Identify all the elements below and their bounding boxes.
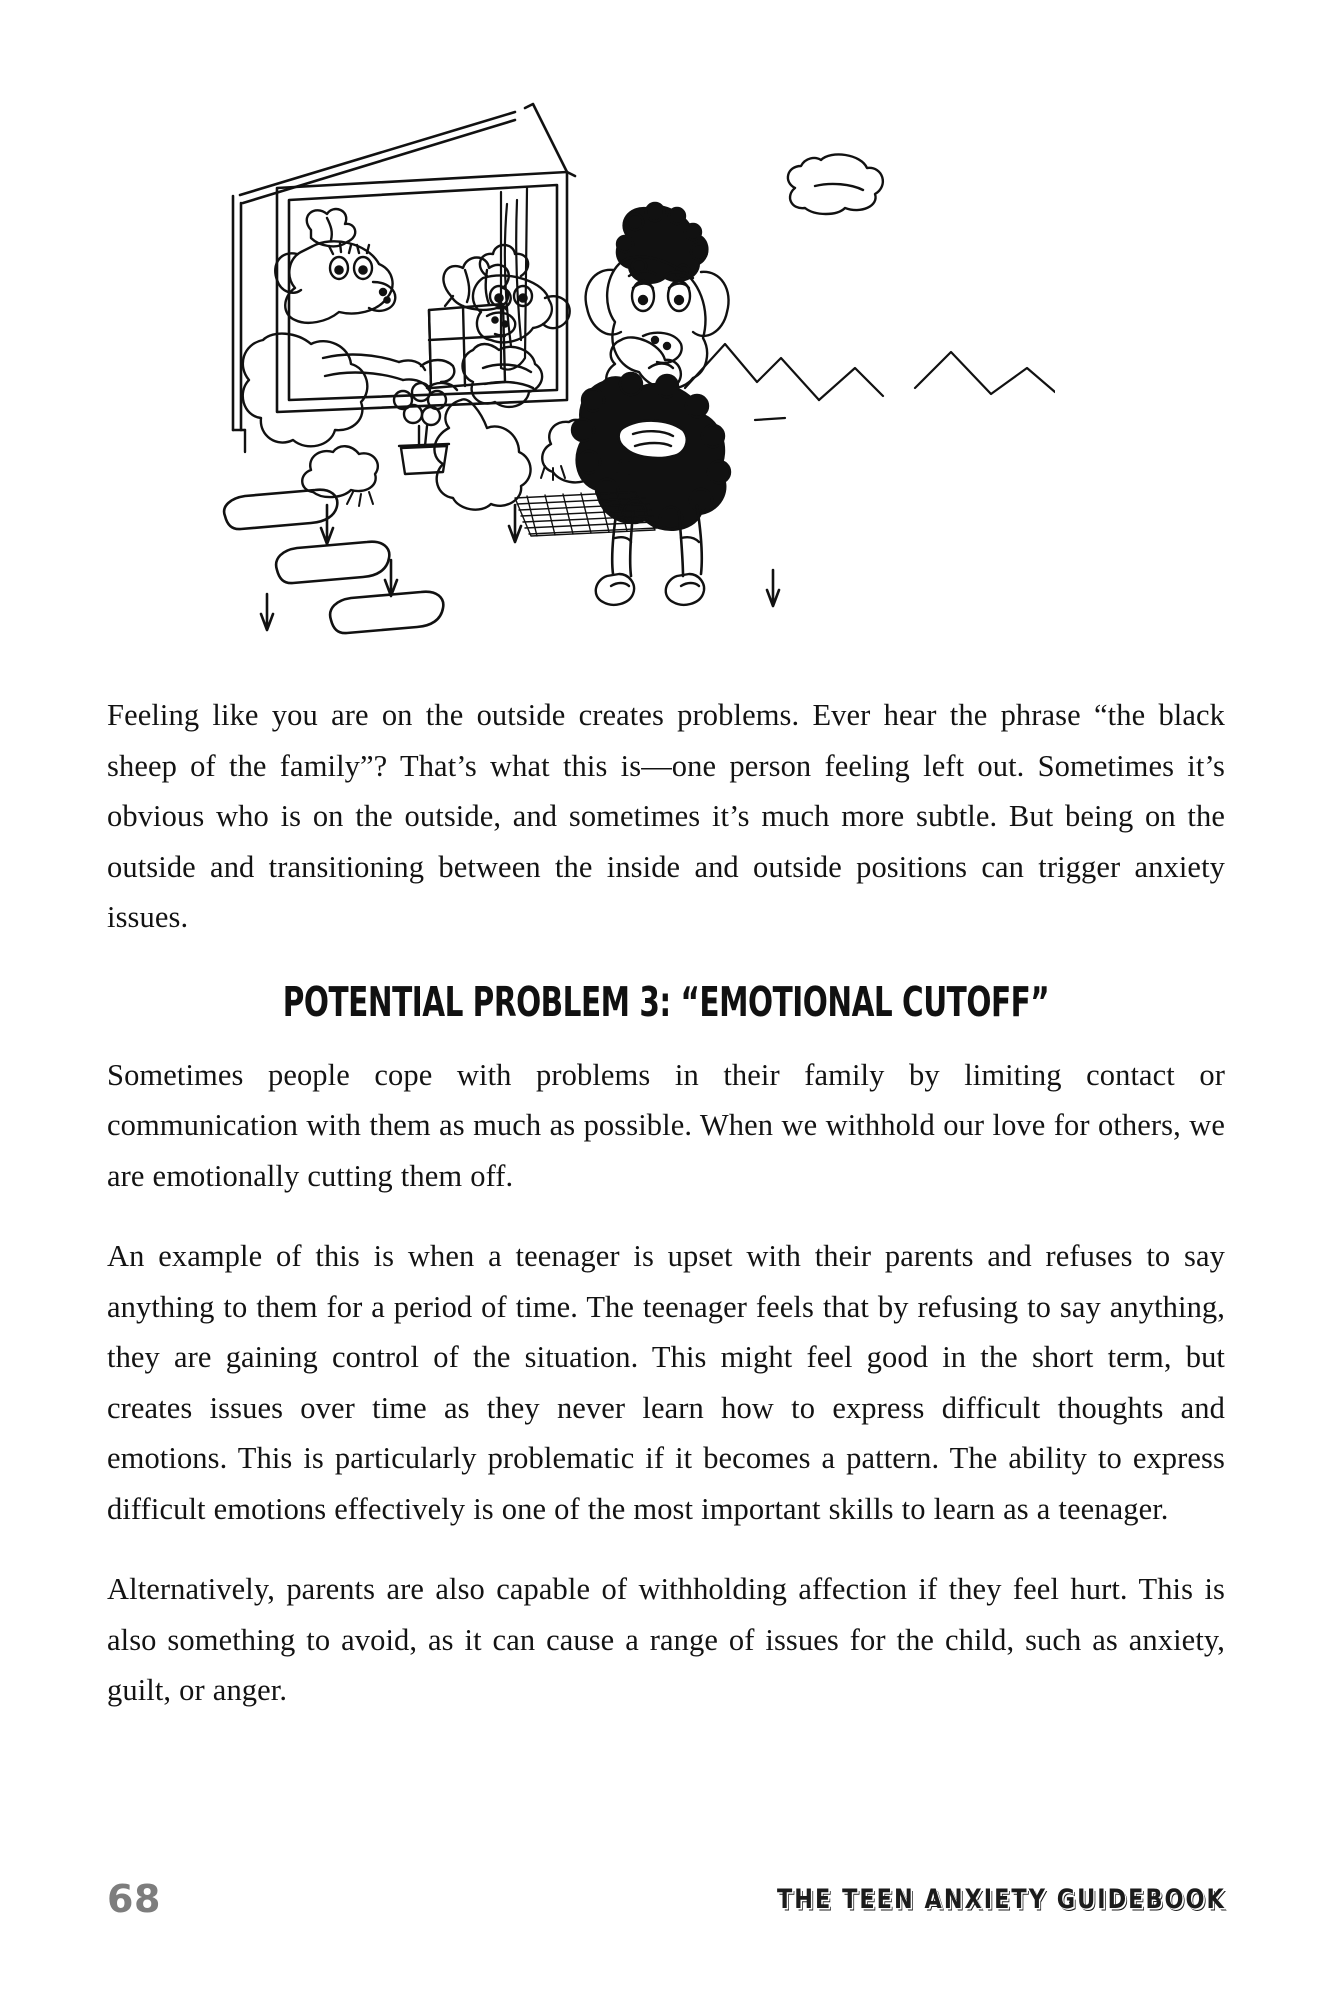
mountains (685, 344, 1055, 420)
paragraph-parents-withholding: Alternatively, parents are also capable of withholding affection if they feel hurt. This is also something to avoid, as it can cause a range of issues for the child, such as anxiety, guilt, or anger. (107, 1572, 1225, 1708)
cloud (788, 154, 883, 214)
page-content (107, 690, 1225, 1716)
paragraph-teenager-example: An example of this is when a teenager is upset with their parents and refuses to say anything to them for a period of time. The teenager feels that by refusing to say anything, they are gaining control of the situation. This might feel good in the short term, but creates issues over time as they never learn how to express difficult thoughts and emotions. This is particularly problematic if it becomes a pattern. The ability to express difficult emotions effectively is one of the most important skills to learn as a teenager. (107, 1239, 1225, 1526)
section-heading-emotional-cutoff: POTENTIAL PROBLEM 3: “EMOTIONAL CUTOFF” (282, 977, 1050, 1026)
black-sheep-outside (572, 203, 730, 605)
paragraph-limiting-contact: Sometimes people cope with problems in their family by limiting contact or communication with them as much as possible. When we withhold our love for others, we are emotionally cutting them off. (107, 1057, 1225, 1193)
chapter-illustration (215, 100, 1055, 640)
page-number: 68 (107, 1877, 161, 1921)
house-wall-left (233, 430, 245, 452)
paragraph-outside-problems: Feeling like you are on the outside creates problems. Ever hear the phrase “the black sheep of the family”? That’s what this is—one person feeling left out. Sometimes it’s obvious who is on the outside, and sometimes it’s much more subtle. But being on the outside and transitioning between the inside and outside positions can trigger anxiety issues. (107, 698, 1225, 934)
stepping-stones (224, 490, 443, 633)
house-roof (233, 104, 575, 430)
page-footer (107, 1876, 1226, 1922)
running-book-title: THE TEEN ANXIETY GUIDEBOOK (777, 1883, 1226, 1915)
wrapped-gift (429, 258, 511, 389)
window-frame (277, 172, 567, 412)
